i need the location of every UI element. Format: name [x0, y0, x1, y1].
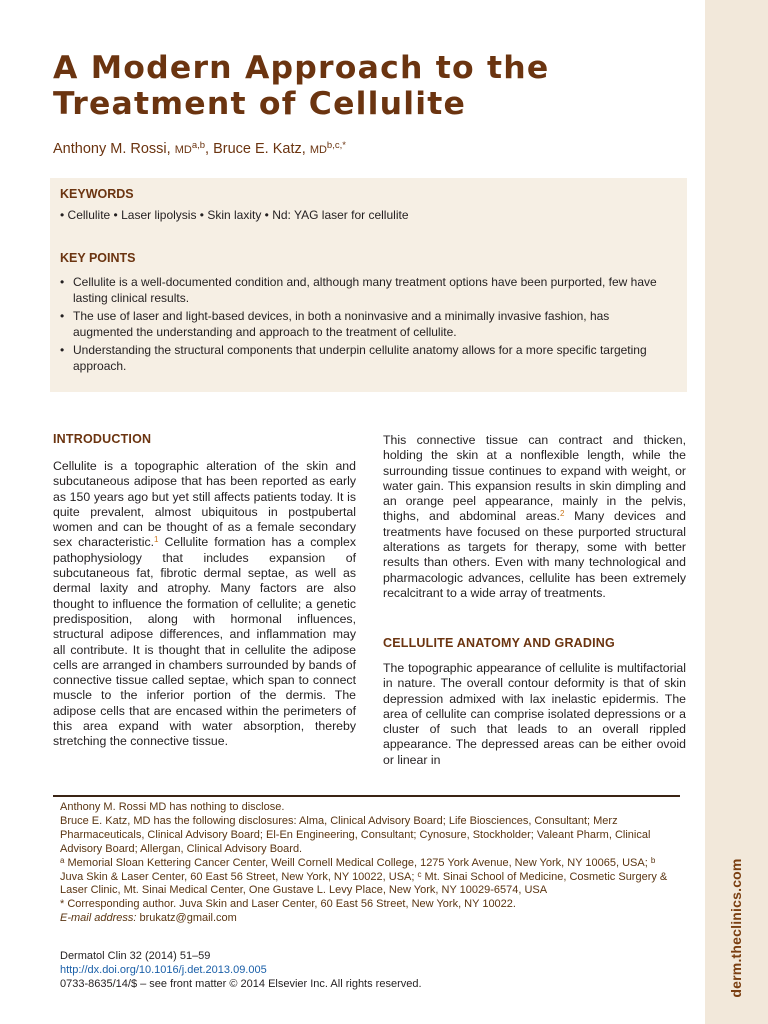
- title-line-1: A Modern Approach to the: [53, 50, 550, 86]
- footnote-divider: [53, 795, 680, 797]
- key-point-item: • Understanding the structural components that underpin cellulite anatomy allows for a more specific targeting approach.: [60, 342, 672, 374]
- introduction-heading: INTRODUCTION: [53, 432, 152, 446]
- disclosure-rossi: Anthony M. Rossi MD has nothing to disclose.: [60, 801, 285, 813]
- affiliations: [60, 857, 680, 899]
- email-address[interactable]: brukatz@gmail.com: [136, 912, 237, 925]
- affiliation-a: Memorial Sloan Kettering Cancer Center, Weill Cornell Medical College, 1275 York Avenue, New York, NY 10065, USA;: [64, 856, 651, 869]
- author-2-degree: MD: [309, 144, 327, 156]
- disclosure-katz: Bruce E. Katz, MD has the following disclosures: Alma, Clinical Advisory Board; Life Biosciences, Consultant; Merz Pharmaceuticals, Clinical Advisory Board; El-En Engineering, Consultant; Cynosure, Stockholder; Valeant Pharm, Clinical Advisory Board; Allergan, Clinical Advisory Board.: [60, 814, 651, 855]
- doi-link[interactable]: http://dx.doi.org/10.1016/j.det.2013.09.005: [60, 963, 267, 976]
- author-1-affiliation: a,b: [191, 140, 206, 151]
- right-text-part-2: Many devices and treatments have focused on these purported structural alterations as targets for therapy, some with better results than others. Even with many technological and pharmacologic advances, cellulite has been extremely recalcitrant to a wide array of treatments.: [383, 509, 686, 600]
- author-2-name: Bruce E. Katz,: [213, 141, 306, 157]
- key-point-item: • Cellulite is a well-documented condition and, although many treatment options have been purported, few have lasting clinical results.: [60, 274, 672, 306]
- key-points-list: [60, 274, 672, 376]
- email-line: [60, 912, 680, 926]
- key-points-heading: KEY POINTS: [60, 251, 136, 265]
- affiliation-c-mark: c: [417, 869, 422, 879]
- journal-citation: Dermatol Clin 32 (2014) 51–59: [60, 950, 211, 962]
- intro-text-part-1: Cellulite is a topographic alteration of the skin and subcutaneous adipose that has been reported as early as 150 years ago but yet still affects patients today. It is quite prevalent, almost ubiquitous in postpubertal women and can be thought of as a female secondary sex characteristic.: [53, 459, 356, 550]
- journal-url[interactable]: derm.theclinics.com: [728, 858, 744, 998]
- footnotes: [60, 801, 680, 926]
- author-2-affiliation: b,c,*: [326, 140, 346, 151]
- keywords-list: • Cellulite • Laser lipolysis • Skin laxity • Nd: YAG laser for cellulite: [60, 208, 409, 222]
- anatomy-heading: CELLULITE ANATOMY AND GRADING: [383, 636, 615, 650]
- introduction-paragraph: [53, 459, 356, 750]
- right-column-paragraph: [383, 433, 686, 601]
- affiliation-b: Juva Skin & Laser Center, 60 East 56 Street, New York, NY 10022, USA;: [60, 870, 418, 883]
- right-text-part-1: This connective tissue can contract and thicken, holding the skin at a nonflexible length, while the surrounding tissue continues to expand with weight, or water gain. This expansion results in skin dimpling and an orange peel appearance, mainly in the pelvis, thighs, and abdominal areas.: [383, 433, 686, 524]
- author-separator: ,: [205, 141, 210, 157]
- citation-block: [60, 950, 660, 992]
- key-point-item: • The use of laser and light-based devices, in both a noninvasive and a minimally invasive fashion, has augmented the understanding and approach to the treatment of cellulite.: [60, 308, 672, 340]
- affiliation-b-mark: b: [650, 855, 656, 865]
- corresponding-author: * Corresponding author. Juva Skin and Laser Center, 60 East 56 Street, New York, NY 10022.: [60, 898, 516, 911]
- copyright-line: 0733-8635/14/$ – see front matter © 2014 Elsevier Inc. All rights reserved.: [60, 977, 422, 990]
- author-line: [53, 140, 346, 157]
- author-1-name: Anthony M. Rossi,: [53, 141, 171, 157]
- title-line-2: Treatment of Cellulite: [53, 86, 467, 122]
- keywords-heading: KEYWORDS: [60, 187, 134, 201]
- reference-2-link[interactable]: 2: [559, 509, 565, 519]
- anatomy-paragraph: The topographic appearance of cellulite is multifactorial in nature. The overall contour deformity is that of skin depression admixed with lax inelastic epidermis. The area of cellulite can comprise isolated depressions or a cluster of such that leads to an overall rippled appearance. The depressed areas can be either ovoid or linear in: [383, 661, 686, 767]
- intro-text-part-2: Cellulite formation has a complex pathophysiology that includes expansion of subcutaneous fat, fibrotic dermal septae, as well as dermal laxity and atrophy. Many factors are also thought to influence the formation of cellulite; a genetic predisposition, along with hormonal influences, structural adipose differences, and inflammation may all contribute. It is thought that in cellulite the adipose cells are arranged in chambers surrounded by bands of connective tissue called septae, which span to connect muscle to the inferior portion of the dermis. The adipose cells that are encased within the perimeters of this area expand with water absorption, thereby stretching the connective tissue.: [53, 535, 357, 749]
- affiliation-a-mark: a: [60, 855, 65, 865]
- email-label: E-mail address:: [60, 912, 137, 925]
- reference-1-link[interactable]: 1: [154, 535, 159, 545]
- author-1-degree: MD: [174, 144, 192, 156]
- affiliation-c: Mt. Sinai School of Medicine, Cosmetic Surgery & Laser Clinic, Mt. Sinai Medical Center, One Gustave L. Levy Place, New York, NY 10029-6574, USA: [60, 870, 668, 897]
- article-title: [53, 50, 693, 122]
